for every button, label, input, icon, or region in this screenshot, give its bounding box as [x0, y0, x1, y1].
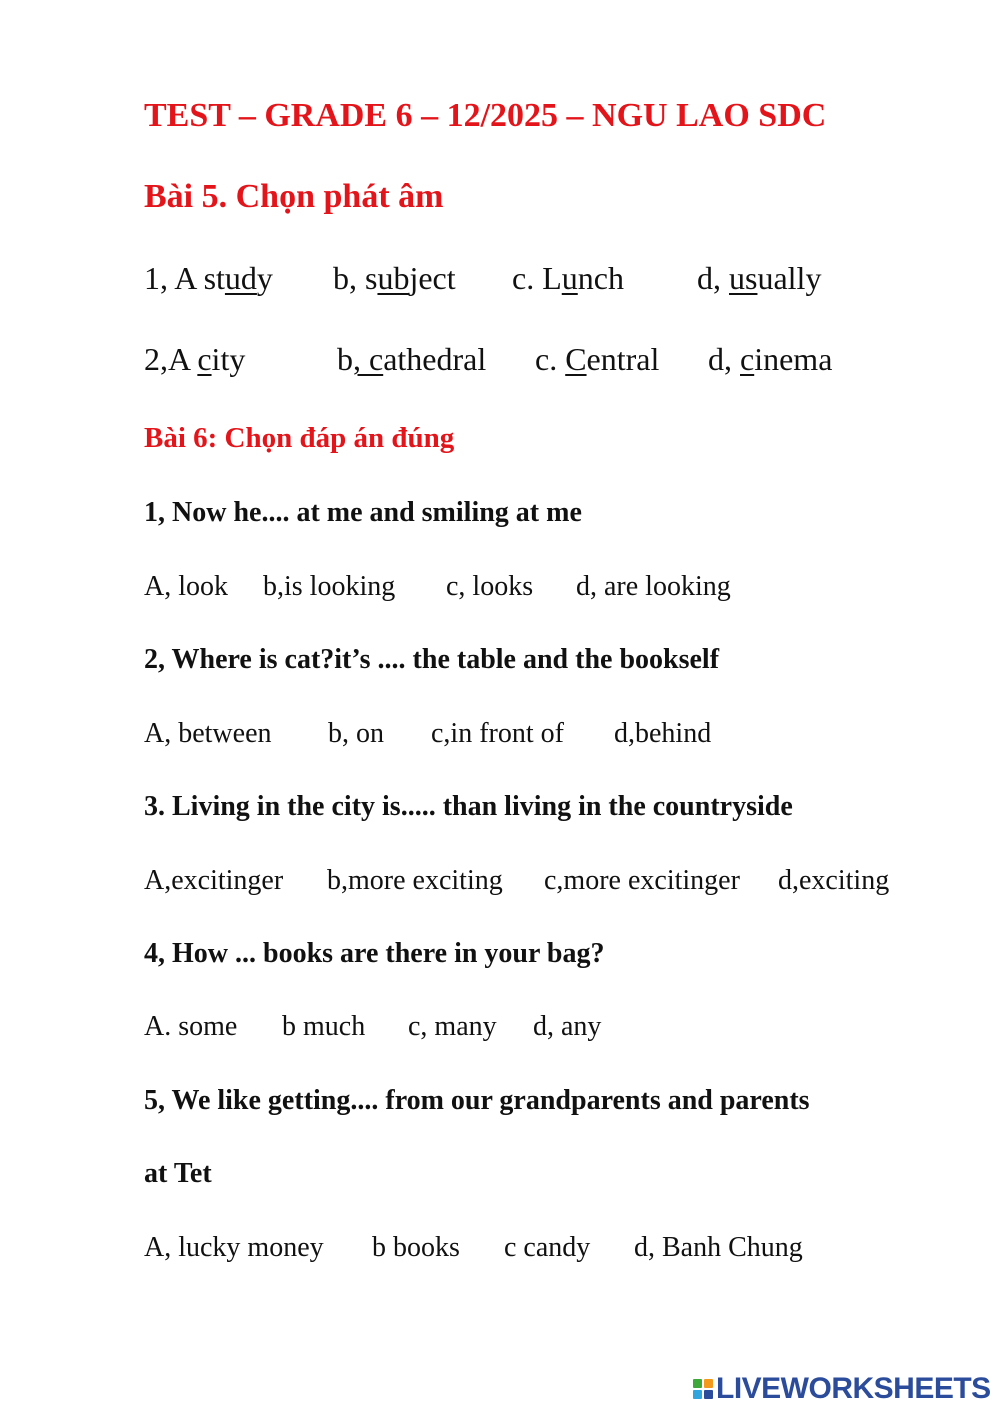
option-c: c,more excitinger [544, 865, 740, 896]
option-d: d,exciting [778, 865, 890, 896]
option-b: b, on [328, 718, 384, 749]
q1-option-b: b, subject [333, 260, 456, 296]
question-2: 2, Where is cat?it’s .... the table and the bookself [144, 644, 720, 675]
q2-option-d: d, cinema [708, 341, 833, 377]
question-3: 3. Living in the city is..... than living in the countryside [144, 791, 793, 822]
question-1: 1, Now he.... at me and smiling at me [144, 497, 582, 528]
q1-option-c: c. Lunch [512, 260, 624, 296]
option-d: d, any [533, 1011, 602, 1042]
liveworksheets-logo-icon [693, 1379, 713, 1399]
section-5-heading: Bài 5. Chọn phát âm [144, 178, 444, 215]
option-b: b much [282, 1011, 366, 1042]
option-c: c candy [504, 1232, 591, 1263]
q2-option-b: b, cathedral [337, 341, 487, 377]
q2-option-a: 2,A city [144, 341, 246, 377]
question-5-options [144, 1232, 803, 1374]
option-c: c, looks [446, 571, 534, 602]
question-4: 4, How ... books are there in your bag? [144, 938, 605, 969]
option-d: d, Banh Chung [634, 1232, 803, 1263]
q2-option-c: c. Central [535, 341, 660, 377]
option-b: b books [372, 1232, 460, 1263]
option-d: d,behind [614, 718, 712, 749]
page-title: TEST – GRADE 6 – 12/2025 – NGU LAO SDC [144, 97, 827, 134]
option-a: A. some [144, 1011, 238, 1042]
option-d: d, are looking [576, 571, 731, 602]
question-5: 5, We like getting.... from our grandparents and parents [144, 1085, 810, 1116]
logo-text: LIVEWORKSHEETS [716, 1372, 991, 1405]
option-a: A,excitinger [144, 865, 284, 896]
option-a: A, between [144, 718, 272, 749]
option-b: b,is looking [263, 571, 396, 602]
option-a: A, lucky money [144, 1232, 324, 1263]
option-b: b,more exciting [327, 865, 503, 896]
liveworksheets-logo [693, 1374, 991, 1404]
option-c: c, many [408, 1011, 497, 1042]
section-6-heading: Bài 6: Chọn đáp án đúng [144, 422, 455, 454]
question-5-continued: at Tet [144, 1158, 212, 1189]
q1-option-d: d, usually [697, 260, 822, 296]
option-a: A, look [144, 571, 228, 602]
option-c: c,in front of [431, 718, 564, 749]
q1-option-a: 1, A study [144, 260, 273, 296]
